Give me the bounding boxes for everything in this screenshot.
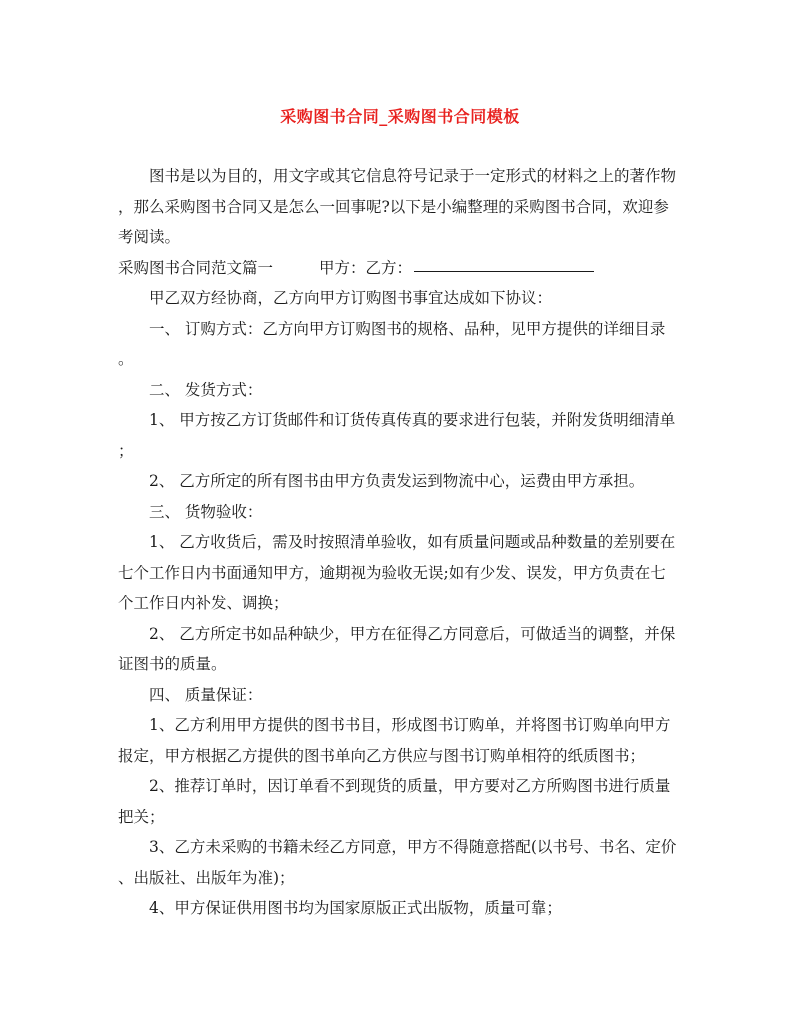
spacer — [273, 253, 319, 284]
section-4-item-3-line-2: 、出版社、出版年为准)； — [118, 868, 295, 887]
intro-line-2: ，那么采购图书合同又是怎么一回事呢?以下是小编整理的采购图书合同，欢迎参 — [118, 197, 669, 216]
section-4-item-2-line-2: 把关； — [118, 807, 165, 826]
section-4-item-3-line-1: 3、乙方未采购的书籍未经乙方同意，甲方不得随意搭配(以书号、书名、定价 — [149, 838, 677, 856]
section-3-item-1-line-2: 七个工作日内书面通知甲方，逾期视为验收无误;如有少发、误发，甲方负责在七 — [118, 563, 666, 582]
section-3-title: 三、 货物验收： — [149, 502, 263, 521]
section-2-item-1-line-1: 1、 甲方按乙方订货邮件和订货传真传真的要求进行包装，并附发货明细清单 — [149, 411, 676, 429]
intro-line-1: 图书是以为目的，用文字或其它信息符号记录于一定形式的材料之上的著作物 — [149, 167, 677, 185]
section-4-item-1-line-1: 1、乙方利用甲方提供的图书书目，形成图书订购单，并将图书订购单向甲方 — [149, 716, 671, 734]
section-3-item-1 — [118, 527, 686, 619]
party-b-blank-line — [414, 253, 594, 272]
intro-line-3: 考阅读。 — [118, 228, 181, 246]
section-3-item-2-line-2: 证图书的质量。 — [118, 655, 227, 673]
section-4-item-4: 4、甲方保证供用图书均为国家原版正式出版物，质量可靠； — [149, 899, 562, 917]
intro-paragraph — [118, 161, 686, 253]
parties-label: 甲方：乙方： — [319, 258, 413, 277]
section-2-item-1-line-2: ； — [118, 441, 134, 460]
section-3-item-2-line-1: 2、 乙方所定书如品种缺少，甲方在征得乙方同意后，可做适当的调整，并保 — [149, 624, 676, 643]
section-3-item-1-line-3: 个工作日内补发、调换； — [118, 594, 289, 612]
section-4-item-1 — [118, 710, 686, 771]
sample-header-line — [118, 253, 686, 284]
section-3-item-1-line-1: 1、 乙方收货后，需及时按照清单验收，如有质量问题或品种数量的差别要在 — [149, 533, 676, 551]
document-body — [118, 161, 686, 924]
document-title: 采购图书合同_采购图书合同模板 — [280, 107, 520, 126]
section-1-line-1: 一、 订购方式：乙方向甲方订购图书的规格、品种，见甲方提供的详细目录 — [149, 319, 666, 338]
section-4-item-1-line-2: 报定，甲方根据乙方提供的图书单向乙方供应与图书订购单相符的纸质图书； — [118, 746, 646, 765]
section-4-item-2-line-1: 2、推荐订单时，因订单看不到现货的质量，甲方要对乙方所购图书进行质量 — [149, 777, 671, 795]
section-4-item-3 — [118, 832, 686, 893]
section-2-item-1 — [118, 405, 686, 466]
section-1-ordering — [118, 314, 686, 375]
agreement-statement: 甲乙双方经协商，乙方向甲方订购图书事宜达成如下协议： — [149, 289, 553, 307]
section-4-title: 四、 质量保证： — [149, 685, 263, 704]
section-2-item-2: 2、 乙方所定的所有图书由甲方负责发运到物流中心，运费由甲方承担。 — [149, 472, 645, 490]
section-1-line-2: 。 — [118, 350, 134, 368]
section-4-item-2 — [118, 771, 686, 832]
section-3-item-2 — [118, 619, 686, 680]
sample-heading: 采购图书合同范文篇一 — [118, 258, 274, 277]
section-2-title: 二、 发货方式： — [149, 380, 263, 399]
